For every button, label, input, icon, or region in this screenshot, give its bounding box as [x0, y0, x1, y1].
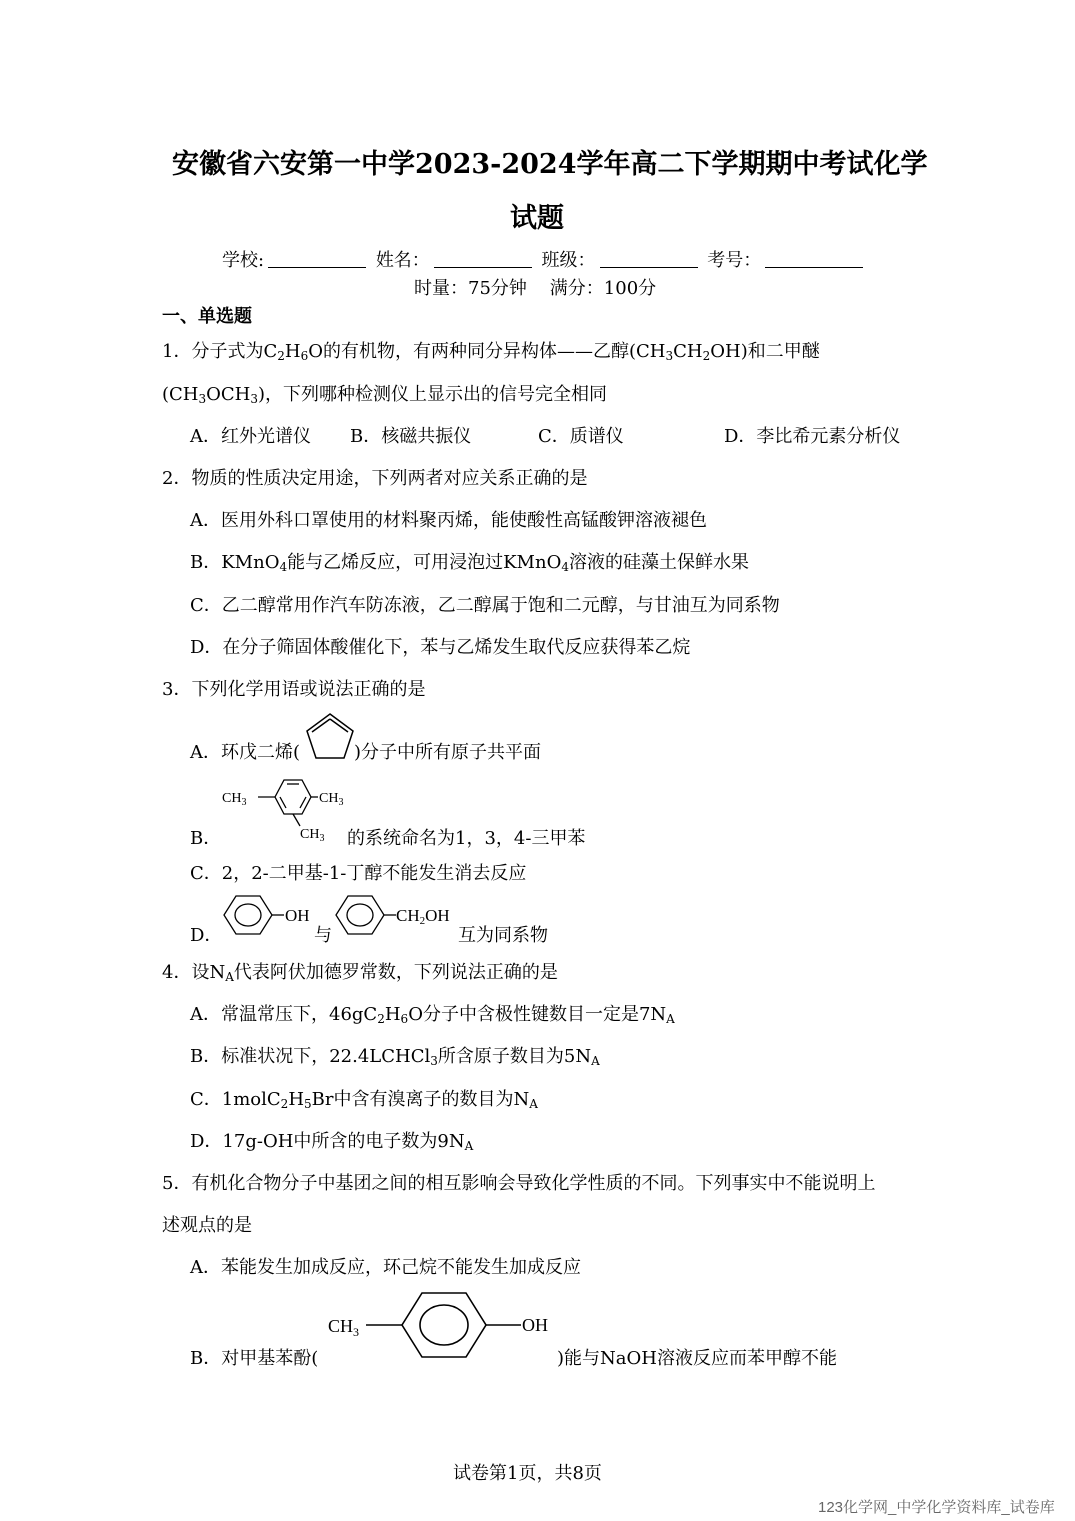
q4-option-b: [190, 1042, 600, 1068]
text: 代表阿伏加德罗常数，下列说法正确的是: [233, 962, 558, 983]
q3-option-d-suffix: 互为同系物: [458, 925, 548, 946]
q3-option-b-suffix: 的系统命名为1，3，4-三甲苯: [347, 828, 586, 849]
page-title-line1: 安徽省六安第一中学2023-2024学年高二下学期期中考试化学: [172, 149, 928, 180]
q3-option-d-and: 与: [314, 925, 332, 946]
oh-label: OH: [285, 906, 310, 925]
question-1-stem: [162, 337, 820, 363]
q3-option-a-prefix: A．环戊二烯(: [190, 742, 301, 763]
subscript: 3: [665, 349, 674, 363]
trimethylbenzene-structure: [220, 770, 355, 845]
text: O分子中含极性键数目一定是7N: [408, 1004, 667, 1025]
q3-option-b-prefix: B．: [190, 828, 222, 849]
school-label: 学校:: [222, 250, 265, 271]
p-cresol-structure: [326, 1287, 558, 1365]
subscript: 6: [300, 349, 309, 363]
class-blank: [600, 249, 698, 268]
exam-number-blank: [765, 249, 863, 268]
q4-option-c: [190, 1085, 538, 1111]
q2-option-a: A．医用外科口罩使用的材料聚丙烯，能使酸性高锰酸钾溶液褪色: [190, 510, 707, 531]
text: OCH: [206, 384, 251, 405]
class-label: 班级：: [541, 250, 596, 271]
text: )，下列哪种检测仪上显示出的信号完全相同: [258, 384, 608, 405]
time-score-info: 时量：75分钟 满分：100分: [414, 278, 657, 299]
name-blank: [434, 249, 532, 268]
question-5-stem-line2: 述观点的是: [162, 1215, 252, 1236]
phenol-structure: [222, 892, 322, 938]
subscript: 3: [430, 1054, 438, 1068]
benzyl-alcohol-structure: [334, 892, 459, 938]
subscript: 5: [304, 1097, 312, 1111]
q3-option-a-suffix: )分子中所有原子共平面: [354, 742, 542, 763]
q3-option-c: C．2，2-二甲基-1-丁醇不能发生消去反应: [190, 863, 527, 884]
subscript: A: [666, 1012, 675, 1026]
subscript: 2: [377, 1012, 385, 1026]
text: OH)和二甲醚: [710, 341, 820, 362]
ch3-label: $CH_3$: [300, 827, 325, 844]
subscript: A: [225, 970, 234, 984]
text: 溶液的硅藻土保鲜水果: [568, 552, 749, 573]
subscript: 4: [561, 560, 569, 574]
q2-option-c: C．乙二醇常用作汽车防冻液，乙二醇属于饱和二元醇，与甘油互为同系物: [190, 595, 780, 616]
ch3-label: $CH_3$: [328, 1316, 360, 1339]
subscript: A: [464, 1139, 474, 1153]
text: O的有机物，有两种同分异构体——乙醇(CH: [308, 341, 666, 362]
question-3-stem: 3．下列化学用语或说法正确的是: [162, 679, 426, 700]
name-label: 姓名：: [375, 250, 430, 271]
subscript: 3: [198, 392, 207, 406]
question-2-stem: 2．物质的性质决定用途，下列两者对应关系正确的是: [162, 468, 588, 489]
student-info-fields: [222, 246, 863, 272]
oh-label: OH: [522, 1315, 548, 1335]
text: 4．设N: [162, 962, 226, 983]
text: (CH: [162, 384, 199, 405]
question-4-stem: [162, 958, 558, 984]
q5-option-b-suffix: )能与NaOH溶液反应而苯甲醇不能: [557, 1348, 837, 1369]
subscript: 2: [277, 349, 285, 363]
text: B．标准状况下，22.4LCHCl: [190, 1046, 431, 1067]
text: 所含原子数目为5N: [437, 1046, 592, 1067]
q4-option-a: [190, 1000, 675, 1026]
subscript: A: [591, 1054, 600, 1068]
subscript: 2: [280, 1097, 289, 1111]
subscript: 3: [250, 392, 259, 406]
q4-option-d: [190, 1127, 473, 1153]
school-blank: [268, 249, 366, 268]
question-5-stem: 5．有机化合物分子中基团之间的相互影响会导致化学性质的不同。下列事实中不能说明上: [162, 1173, 876, 1194]
subscript: 2: [702, 349, 711, 363]
q1-option-d: D．李比希元素分析仪: [724, 426, 901, 447]
q5-option-b-prefix: B．对甲基苯酚(: [190, 1348, 319, 1369]
exam-number-label: 考号：: [707, 250, 762, 271]
text: A．常温常压下，46gC: [190, 1004, 378, 1025]
text: D．17g-OH中所含的电子数为9N: [190, 1131, 465, 1152]
text: C．1molC: [190, 1089, 281, 1110]
cyclopentadiene-structure: [300, 708, 360, 764]
text: H: [288, 1089, 305, 1110]
q5-option-a: A．苯能发生加成反应，环己烷不能发生加成反应: [190, 1257, 581, 1278]
subscript: 4: [279, 560, 288, 574]
text: B．KMnO: [190, 552, 280, 573]
q1-option-b: B．核磁共振仪: [350, 426, 472, 447]
ch3-label: $CH_3$: [222, 791, 247, 808]
q2-option-b: [190, 548, 749, 574]
subscript: 6: [400, 1012, 409, 1026]
ch2oh-label: CH2OH: [396, 906, 450, 927]
watermark: 123化学网_中学化学资料库_试卷库: [818, 1499, 1055, 1516]
section-heading: 一、单选题: [162, 306, 252, 327]
text: Br中含有溴离子的数目为N: [311, 1089, 530, 1110]
q1-option-a: A．红外光谱仪: [190, 426, 311, 447]
text: H: [384, 1004, 401, 1025]
page-footer: 试卷第1页，共8页: [453, 1463, 602, 1484]
text: CH: [673, 341, 703, 362]
ch3-label: $CH_3$: [319, 791, 344, 808]
q3-option-d-prefix: D．: [190, 925, 223, 946]
text: 1．分子式为C: [162, 341, 278, 362]
page-title-line2: 试题: [510, 203, 564, 234]
text: H: [284, 341, 301, 362]
q1-option-c: C．质谱仪: [538, 426, 624, 447]
subscript: A: [529, 1097, 538, 1111]
q2-option-d: D．在分子筛固体酸催化下，苯与乙烯发生取代反应获得苯乙烷: [190, 637, 691, 658]
question-1-stem-line2: [162, 380, 607, 406]
text: 能与乙烯反应，可用浸泡过KMnO: [287, 552, 562, 573]
